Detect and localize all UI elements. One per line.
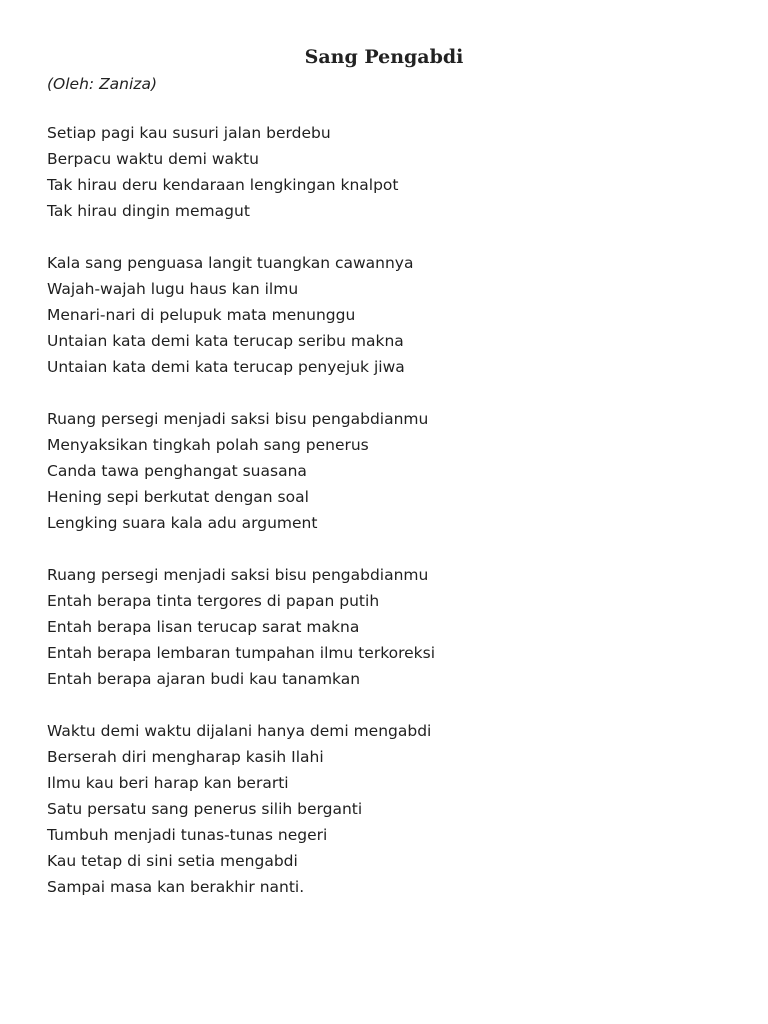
poem-line: Entah berapa tinta tergores di papan putih: [47, 592, 380, 610]
stanza-2: [47, 250, 727, 380]
poem-line: Entah berapa lisan terucap sarat makna: [47, 618, 360, 636]
poem-line: Ruang persegi menjadi saksi bisu pengabdianmu: [47, 566, 429, 584]
stanza-1: [47, 120, 727, 224]
poem-line: Lengking suara kala adu argument: [47, 514, 318, 532]
poem-line: Tak hirau dingin memagut: [47, 202, 250, 220]
poem-line: Kala sang penguasa langit tuangkan cawannya: [47, 254, 414, 272]
poem-line: Untaian kata demi kata terucap penyejuk jiwa: [47, 358, 405, 376]
poem-author: (Oleh: Zaniza): [47, 75, 157, 93]
poem-line: Berserah diri mengharap kasih Ilahi: [47, 748, 324, 766]
poem-line: Sampai masa kan berakhir nanti.: [47, 878, 305, 896]
poem-line: Berpacu waktu demi waktu: [47, 150, 259, 168]
poem-line: Entah berapa lembaran tumpahan ilmu terkoreksi: [47, 644, 436, 662]
poem-line: Kau tetap di sini setia mengabdi: [47, 852, 298, 870]
poem-line: Setiap pagi kau susuri jalan berdebu: [47, 124, 331, 142]
poem-body: [47, 120, 727, 926]
poem-line: Ruang persegi menjadi saksi bisu pengabdianmu: [47, 410, 429, 428]
poem-title: Sang Pengabdi: [304, 46, 464, 68]
poem-line: Menari-nari di pelupuk mata menunggu: [47, 306, 356, 324]
poem-line: Satu persatu sang penerus silih berganti: [47, 800, 363, 818]
poem-line: Wajah-wajah lugu haus kan ilmu: [47, 280, 299, 298]
poem-line: Menyaksikan tingkah polah sang penerus: [47, 436, 369, 454]
poem-line: Entah berapa ajaran budi kau tanamkan: [47, 670, 361, 688]
poem-line: Tak hirau deru kendaraan lengkingan knalpot: [47, 176, 399, 194]
poem-line: Tumbuh menjadi tunas-tunas negeri: [47, 826, 328, 844]
poem-line: Untaian kata demi kata terucap seribu makna: [47, 332, 404, 350]
stanza-3: [47, 406, 727, 536]
poem-line: Canda tawa penghangat suasana: [47, 462, 307, 480]
poem-line: Waktu demi waktu dijalani hanya demi mengabdi: [47, 722, 432, 740]
poem-line: Hening sepi berkutat dengan soal: [47, 488, 309, 506]
stanza-4: [47, 562, 727, 692]
poem-line: Ilmu kau beri harap kan berarti: [47, 774, 289, 792]
stanza-5: [47, 718, 727, 900]
